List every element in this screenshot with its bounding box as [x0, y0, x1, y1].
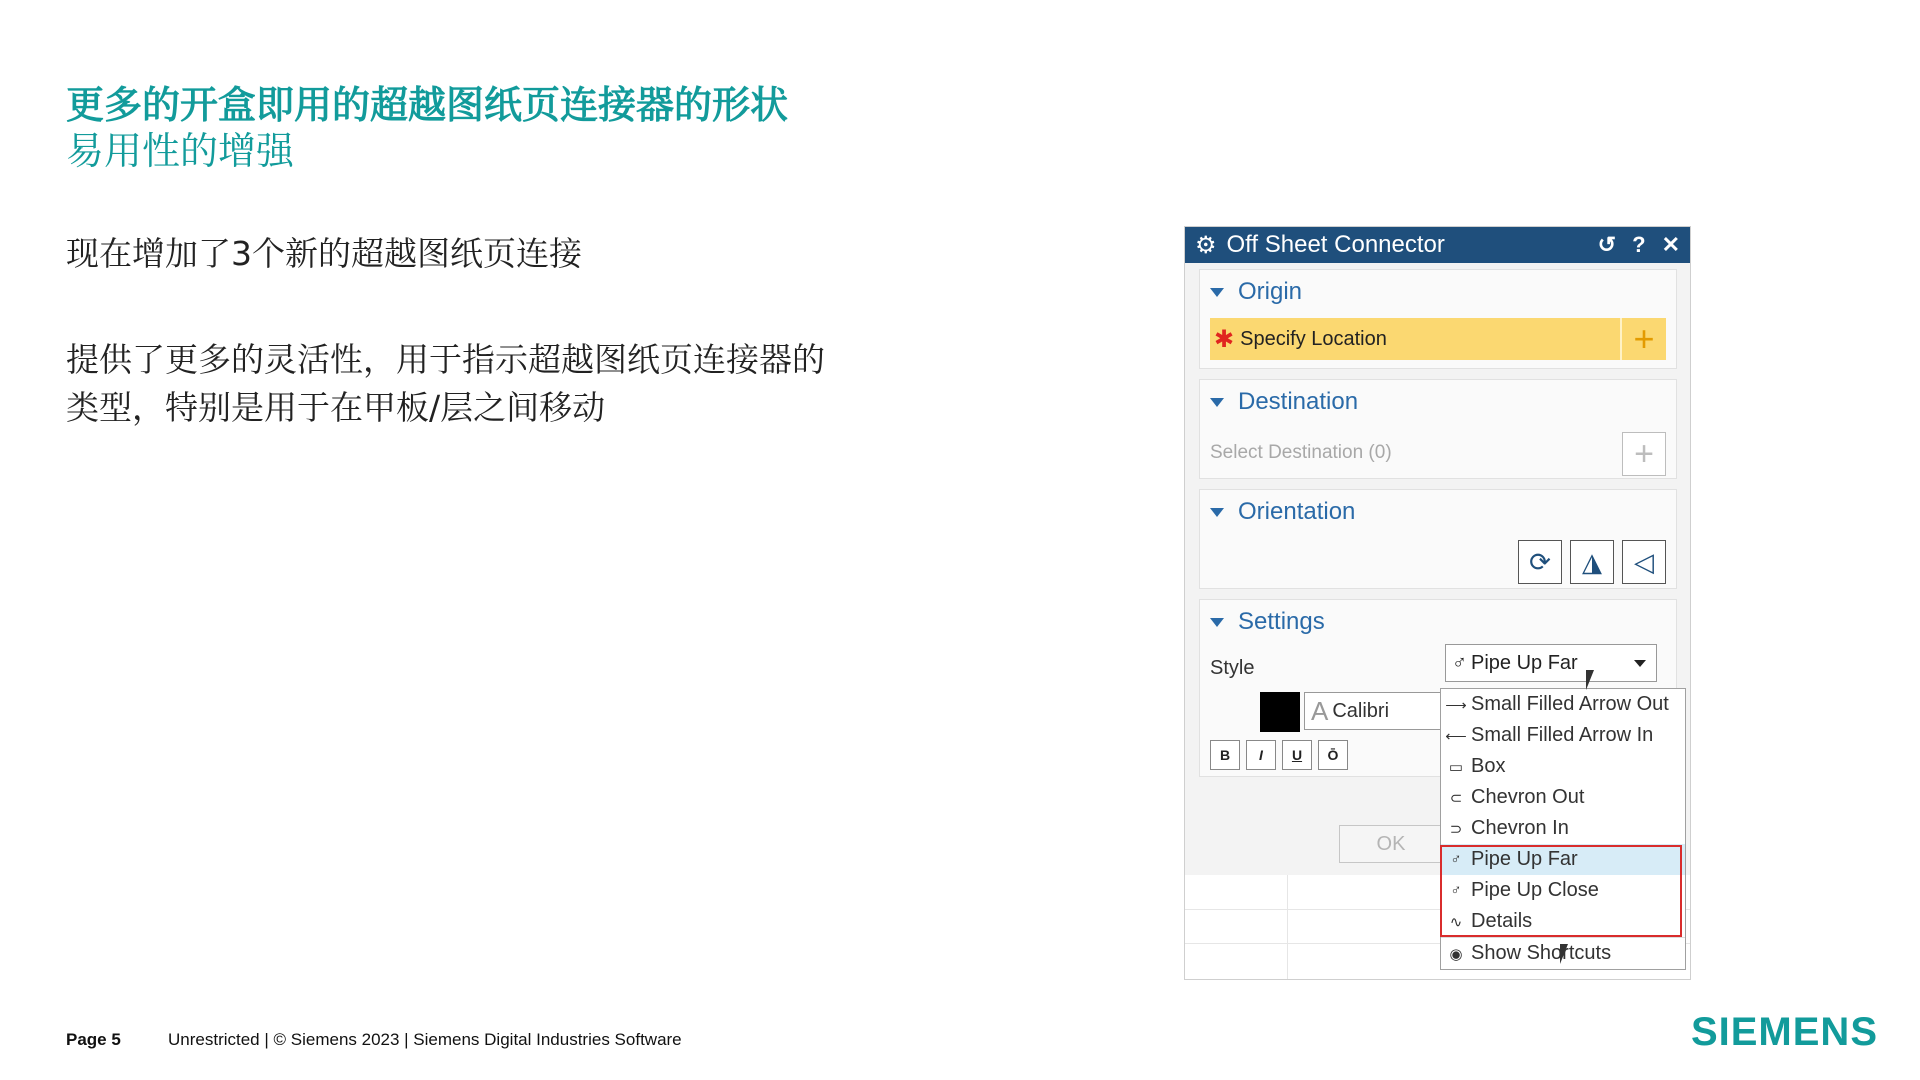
collapse-triangle-icon [1210, 288, 1224, 297]
chevron-down-icon [1634, 660, 1646, 667]
page-number: Page 5 [66, 1030, 121, 1049]
menu-item-label: Chevron Out [1471, 786, 1585, 808]
dialog-title: Off Sheet Connector [1226, 231, 1445, 258]
menu-item-label: Pipe Up Close [1471, 879, 1599, 901]
menu-item-chevron-in[interactable] [1441, 813, 1685, 844]
menu-item-label: Show Shortcuts [1471, 942, 1612, 964]
specify-location-label: Specify Location [1240, 327, 1387, 350]
menu-item-small-filled-arrow-out[interactable] [1441, 689, 1685, 720]
overline-button[interactable]: Ō [1318, 740, 1348, 770]
mouse-cursor-icon [1560, 944, 1568, 964]
bold-button[interactable]: B [1210, 740, 1240, 770]
slide-subtitle: 易用性的增强 [66, 129, 295, 173]
point-dialog-icon[interactable]: + [1622, 432, 1666, 476]
paragraph-2 [66, 336, 966, 432]
collapse-triangle-icon [1210, 398, 1224, 407]
select-destination-row[interactable] [1210, 432, 1666, 474]
color-swatch[interactable] [1260, 692, 1300, 732]
dialog-titlebar [1185, 227, 1690, 263]
point-dialog-icon[interactable]: + [1620, 318, 1666, 360]
chevron-in-icon: ⊃ [1449, 820, 1463, 838]
flip-vertical-icon[interactable]: ◁ [1622, 540, 1666, 584]
menu-item-label: Chevron In [1471, 817, 1569, 839]
menu-item-small-filled-arrow-in[interactable] [1441, 720, 1685, 751]
font-icon: A [1311, 695, 1329, 726]
orientation-header[interactable] [1200, 490, 1676, 534]
footer-info: Unrestricted | © Siemens 2023 | Siemens Digital Industries Software [168, 1030, 682, 1049]
gear-icon[interactable]: ⚙ [1195, 231, 1217, 259]
collapse-triangle-icon [1210, 508, 1224, 517]
font-select[interactable] [1304, 692, 1454, 730]
paragraph-2-line-1: 提供了更多的灵活性，用于指示超越图纸页连接器的 [66, 340, 825, 379]
required-star-icon: ✱ [1214, 325, 1235, 353]
underline-button[interactable]: U [1282, 740, 1312, 770]
slide-title: 更多的开盒即用的超越图纸页连接器的形状 [66, 83, 789, 127]
menu-item-box[interactable] [1441, 751, 1685, 782]
destination-section [1199, 379, 1677, 479]
ok-button[interactable]: OK [1339, 825, 1443, 863]
style-select[interactable] [1445, 644, 1657, 682]
flip-horizontal-icon[interactable]: ◮ [1570, 540, 1614, 584]
close-icon[interactable]: ✕ [1661, 232, 1680, 257]
style-label: Style [1210, 656, 1255, 679]
arrow-in-icon: ⟵ [1445, 727, 1467, 745]
pipe-icon: ♂ [1450, 851, 1462, 868]
origin-header[interactable] [1200, 270, 1676, 314]
italic-button[interactable]: I [1246, 740, 1276, 770]
menu-item-label: Box [1471, 755, 1506, 777]
specify-location-row[interactable] [1210, 318, 1666, 360]
pipe-icon: ♂ [1452, 651, 1467, 674]
style-select-value: Pipe Up Far [1471, 651, 1578, 674]
menu-item-label: Details [1471, 910, 1533, 932]
destination-header-label: Destination [1238, 388, 1359, 415]
mouse-cursor-icon [1586, 670, 1594, 690]
orientation-header-label: Orientation [1238, 498, 1356, 525]
origin-section [1199, 269, 1677, 369]
orientation-buttons [1200, 534, 1676, 598]
origin-header-label: Origin [1238, 278, 1303, 305]
settings-header[interactable] [1200, 600, 1676, 644]
box-icon: ▭ [1448, 758, 1464, 776]
pipe-icon: ♂ [1450, 882, 1462, 899]
paragraph-1: 现在增加了3个新的超越图纸页连接 [66, 234, 582, 273]
new-shapes-highlight-box [1440, 845, 1682, 937]
font-value: Calibri [1332, 699, 1390, 722]
menu-item-label: Small Filled Arrow In [1471, 724, 1654, 746]
chevron-out-icon: ⊂ [1449, 789, 1463, 807]
wave-icon: ∿ [1449, 913, 1463, 931]
help-icon[interactable]: ? [1632, 232, 1646, 257]
paragraph-2-line-2: 类型，特别是用于在甲板/层之间移动 [66, 388, 606, 427]
select-destination-label: Select Destination (0) [1210, 442, 1392, 463]
siemens-logo: SIEMENS [1690, 1010, 1878, 1054]
menu-item-label: Pipe Up Far [1471, 848, 1578, 870]
collapse-triangle-icon [1210, 618, 1224, 627]
menu-item-label: Small Filled Arrow Out [1471, 693, 1669, 715]
orientation-section [1199, 489, 1677, 589]
settings-header-label: Settings [1238, 608, 1325, 635]
arrow-out-icon: ⟶ [1445, 696, 1467, 714]
menu-item-chevron-out[interactable] [1441, 782, 1685, 813]
eye-icon: ◉ [1449, 945, 1463, 963]
rotate-icon[interactable]: ⟳ [1518, 540, 1562, 584]
reset-icon[interactable]: ↺ [1597, 232, 1617, 257]
destination-header[interactable] [1200, 380, 1676, 424]
